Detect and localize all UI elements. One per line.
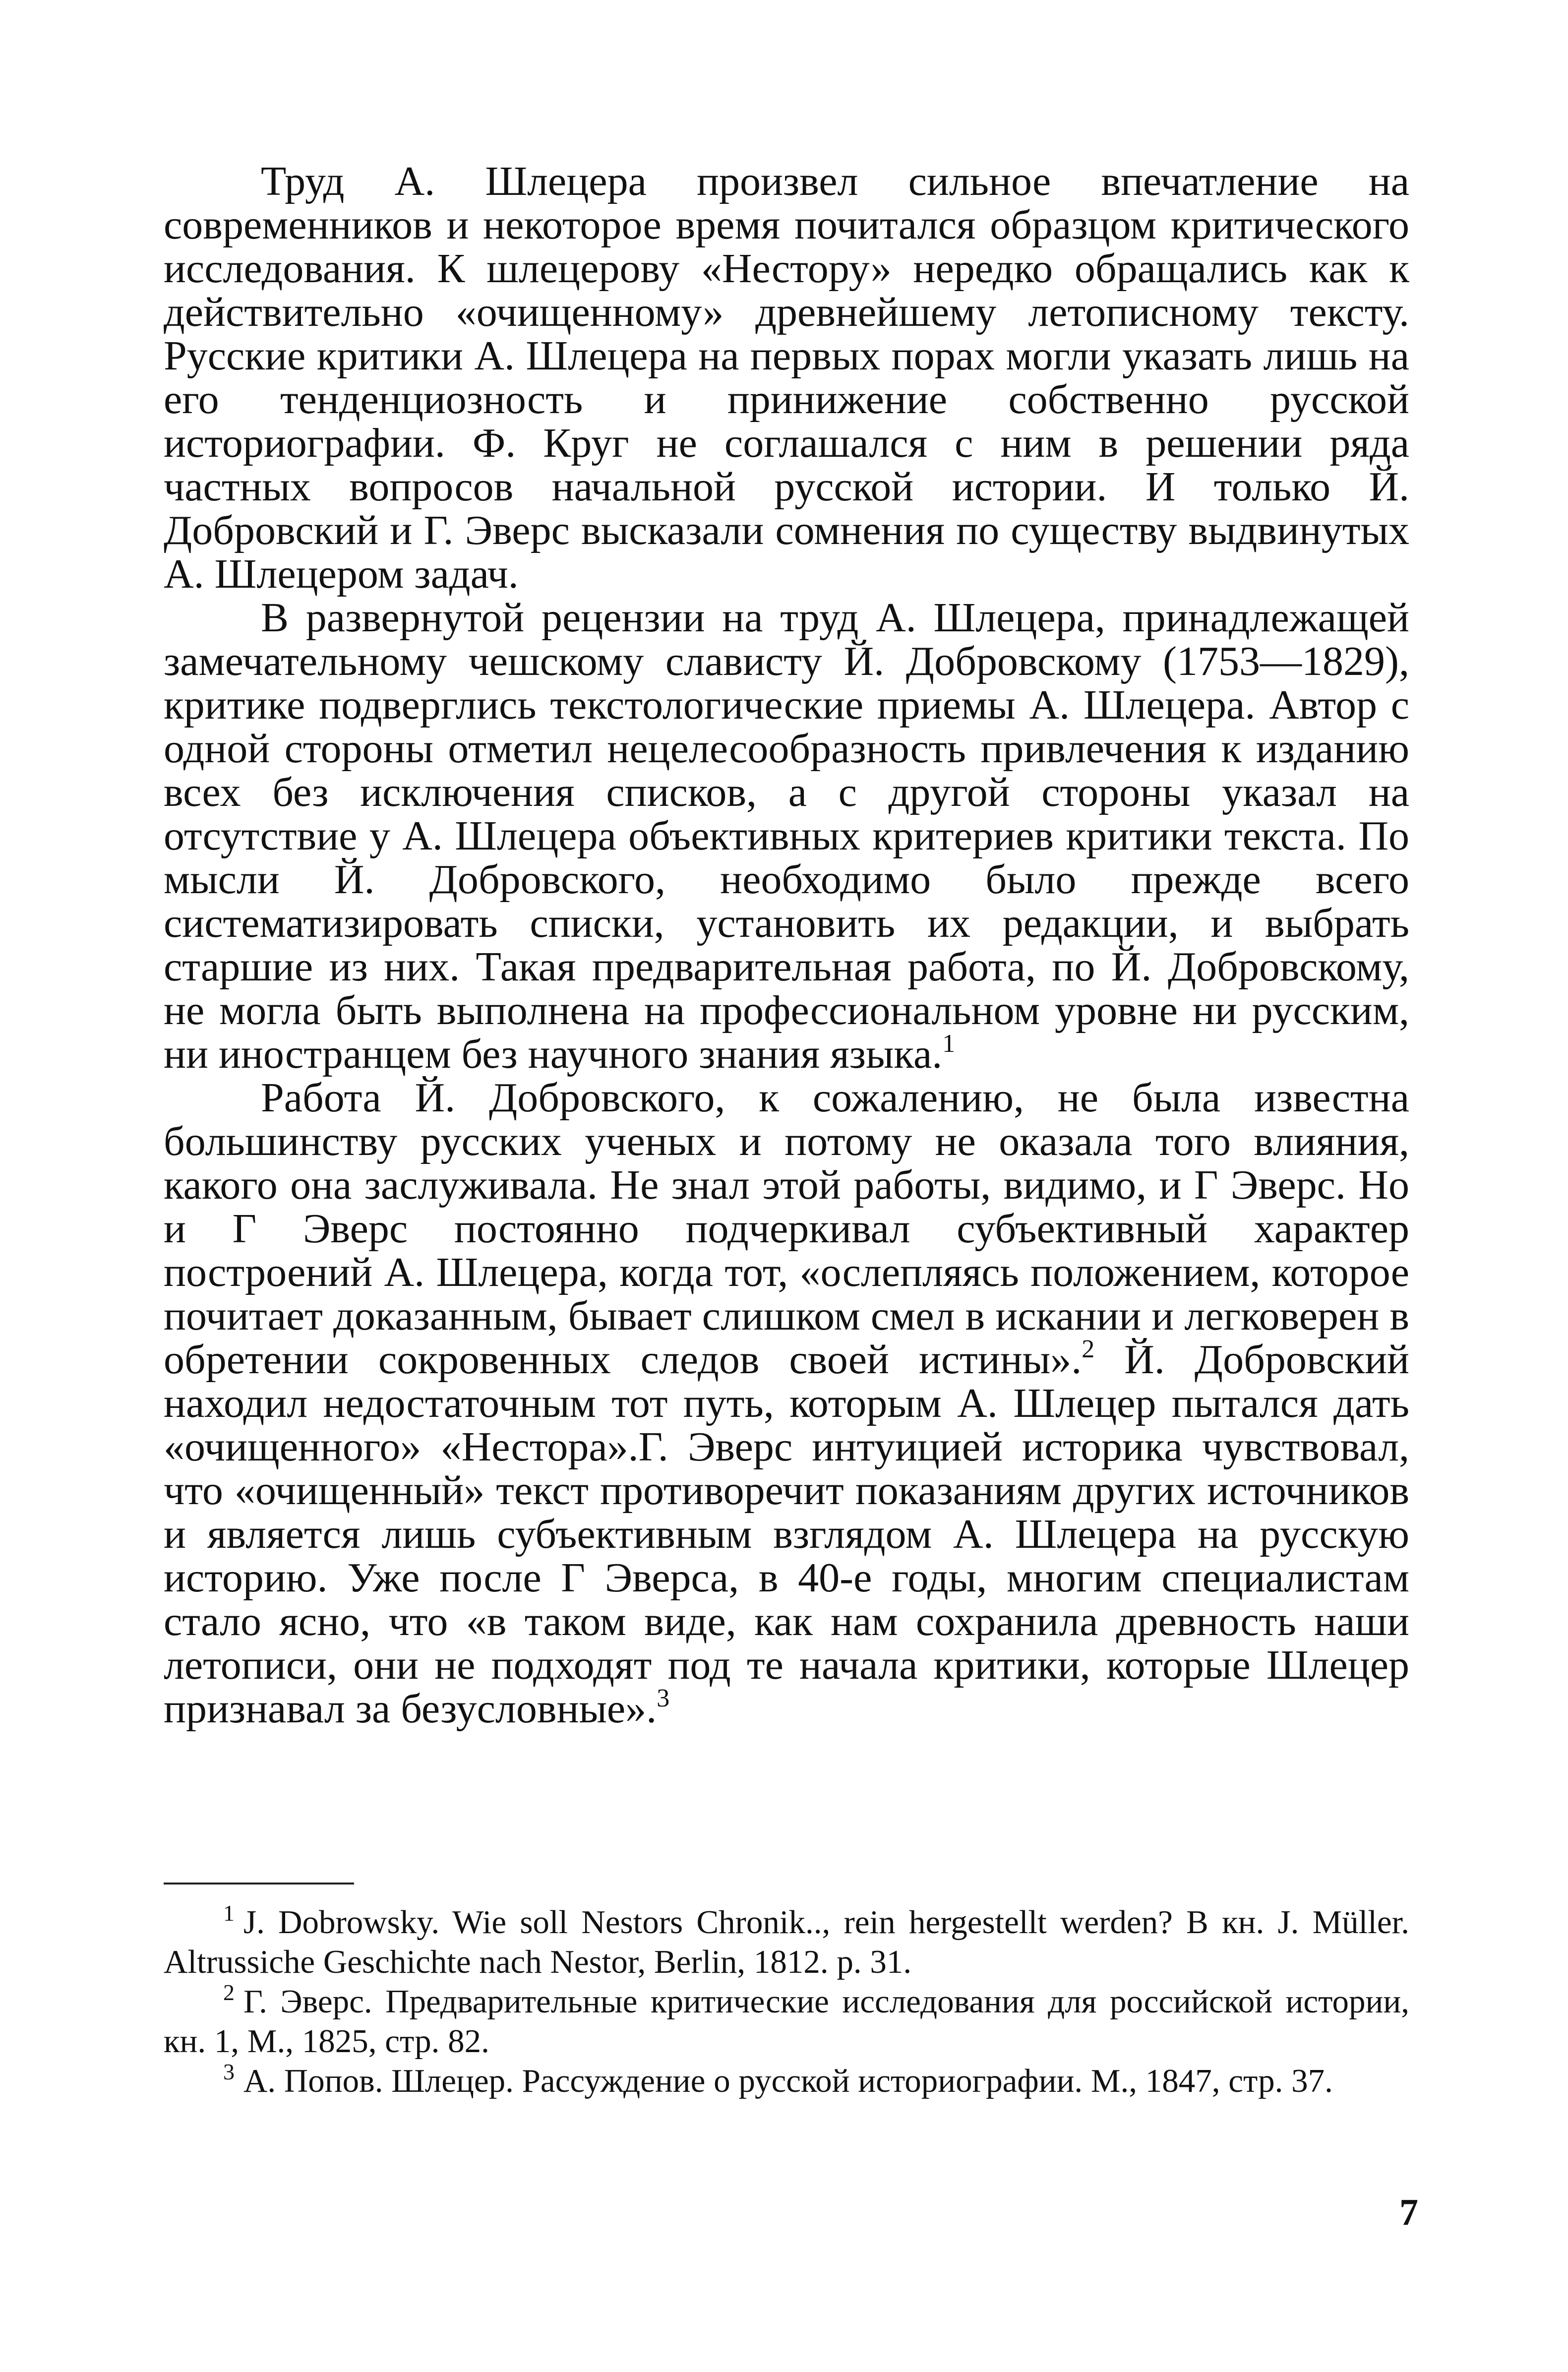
footnote-reference: 2 <box>1082 1335 1095 1363</box>
paragraph-text: Труд А. Шлецера произвел сильное впечатление на современников и некоторое время почитался образцом критического исследования. К шлецерову «Нестору» нередко обращались как к действительно «очищенному» древнейшему летописному тексту. Русские критики А. Шлецера на первых порах могли указать лишь на его тенденциозность и принижение собственно русской историографии. Ф. Круг не соглашался с ним в решении ряда частных вопросов начальной русской истории. И только Й. Добровский и Г. Эверс высказали сомнения по существу выдвинутых А. Шлецером задач. <box>164 158 1409 597</box>
paragraph-evers-criticism <box>164 1076 1409 1731</box>
footnote-2 <box>164 1979 1409 2061</box>
footnote-mark: 1 <box>223 1900 235 1926</box>
footnote-mark: 2 <box>223 1979 235 2005</box>
paragraph-text-continued: Й. Добровский находил недостаточным тот путь, которым А. Шлецер пытался дать «очищенного» «Нестора».Г. Эверс интуицией историка чувствовал, что «очищенный» текст противоречит показаниям других источников и является лишь субъективным взглядом А. Шлецера на русскую историю. Уже после Г Эверса, в 40-е годы, многим специалистам стало ясно, что «в таком виде, как нам сохранила древность наши летописи, они не подходят под те начала критики, которые Шлецер признавал за безусловные». <box>164 1337 1409 1732</box>
paragraph-text: В развернутой рецензии на труд А. Шлецера, принадлежащей замечательному чешскому слависту Й. Добровскому (1753—1829), критике подверглись текстологические приемы А. Шлецера. Автор с одной стороны отметил нецелесообразность привлечения к изданию всех без исключения списков, а с другой стороны указал на отсутствие у А. Шлецера объективных критериев критики текста. По мысли Й. Добровского, необходимо было прежде всего систематизировать списки, установить их редакции, и выбрать старшие из них. Такая предварительная работа, по Й. Добровскому, не могла быть выполнена на профессиональном уровне ни русским, ни иностранцем без научного знания языка. <box>164 595 1409 1077</box>
paragraph-dobrovsky-review <box>164 596 1409 1076</box>
paragraph-text: Работа Й. Добровского, к сожалению, не была известна большинству русских ученых и потому не оказала того влияния, какого она заслуживала. Не знал этой работы, видимо, и Г Эверс. Но и Г Эверс постоянно подчеркивал субъективный характер построений А. Шлецера, когда тот, «ослепляясь положением, которое почитает доказанным, бывает слишком смел в искании и легковерен в обретении сокровенных следов своей истины». <box>164 1075 1409 1383</box>
footnote-reference: 1 <box>942 1029 956 1058</box>
footnote-3 <box>164 2061 1409 2101</box>
footnote-text: А. Попов. Шлецер. Рассуждение о русской историографии. М., 1847, стр. 37. <box>243 2063 1333 2099</box>
footnote-reference: 3 <box>657 1684 670 1712</box>
footnote-divider <box>164 1883 354 1885</box>
footnote-1 <box>164 1902 1409 1982</box>
paragraph-schlozer-impression <box>164 160 1409 596</box>
footnotes <box>164 1902 1409 2101</box>
page-number: 7 <box>1399 2191 1418 2233</box>
main-text <box>164 160 1409 1731</box>
footnote-text: Г. Эверс. Предварительные критические исследования для российской истории, кн. 1, М., 1825, стр. 82. <box>164 1983 1409 2060</box>
footnote-mark: 3 <box>223 2059 235 2084</box>
footnote-text: J. Dobrowsky. Wie soll Nestors Chronik.., rein hergestellt werden? В кн. J. Müller. Altrussiche Geschichte nach Nestor, Berlin, 1812. p. 31. <box>164 1904 1409 1980</box>
